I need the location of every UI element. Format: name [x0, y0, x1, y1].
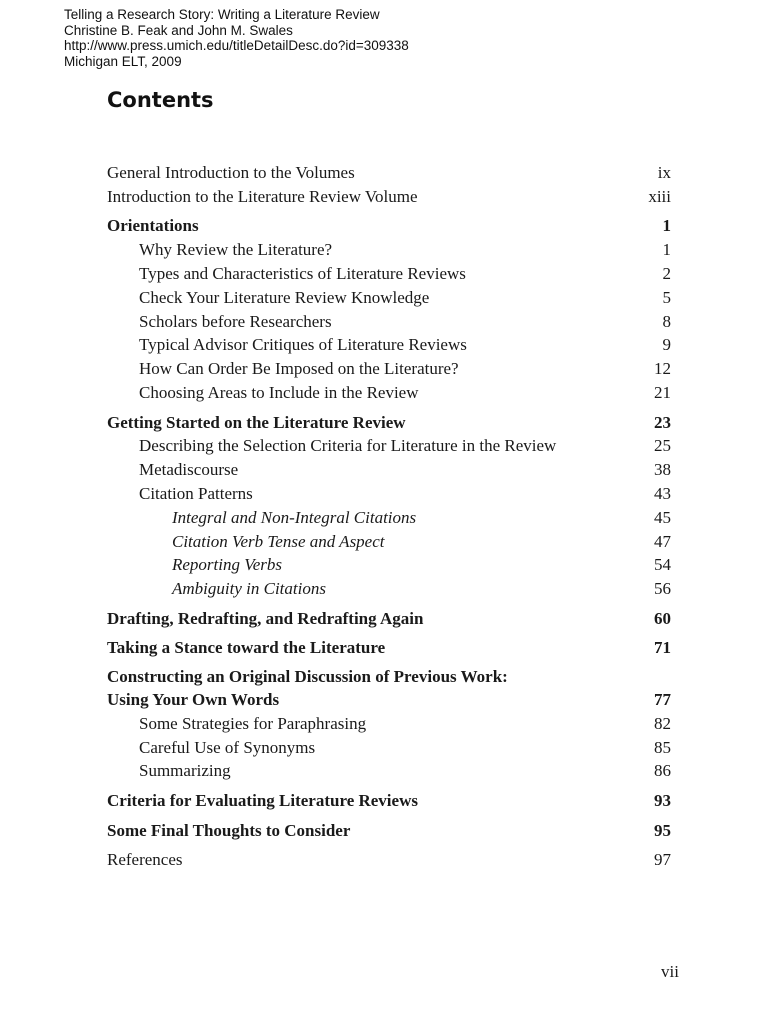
toc-entry-page: 1 — [662, 216, 671, 236]
toc-entry-label: Ambiguity in Citations — [172, 579, 326, 599]
toc-entry-label: Summarizing — [139, 761, 231, 781]
toc-entry-label: Using Your Own Words — [107, 689, 280, 709]
source-book-title: Telling a Research Story: Writing a Literature Review — [64, 7, 380, 22]
toc-entry[interactable] — [107, 736, 671, 760]
toc-entry[interactable] — [107, 185, 671, 209]
toc-entry[interactable] — [107, 712, 671, 736]
toc-entry-page: 1 — [662, 240, 671, 260]
toc-entry-page: 2 — [662, 263, 671, 283]
toc-entry[interactable] — [107, 458, 671, 482]
toc-entry-label: Why Review the Literature? — [139, 240, 333, 260]
toc-entry-label: Some Strategies for Paraphrasing — [139, 713, 367, 733]
toc-entry[interactable] — [107, 482, 671, 506]
toc-entry-page: 82 — [654, 713, 671, 733]
toc-entry-page: 86 — [654, 761, 671, 781]
toc-entry[interactable] — [107, 286, 671, 310]
toc-entry[interactable] — [107, 238, 671, 262]
toc-entry-page: 45 — [654, 507, 671, 527]
table-of-contents — [107, 161, 671, 872]
toc-entry[interactable] — [107, 759, 671, 783]
toc-entry[interactable] — [107, 381, 671, 405]
toc-entry-page: ix — [657, 163, 671, 182]
toc-entry[interactable] — [107, 848, 671, 872]
toc-section-heading[interactable] — [107, 636, 671, 660]
toc-entry-label: Introduction to the Literature Review Volume — [107, 186, 418, 206]
toc-entry-page: 71 — [654, 638, 671, 658]
toc-entry-label: Metadiscourse — [139, 460, 239, 480]
source-authors: Christine B. Feak and John M. Swales — [64, 22, 293, 38]
toc-section-heading[interactable] — [107, 607, 671, 631]
page-title: Contents — [107, 88, 214, 112]
toc-entry-page: 23 — [654, 412, 671, 432]
toc-entry-label: Some Final Thoughts to Consider — [107, 820, 351, 840]
toc-section-heading[interactable] — [107, 819, 671, 843]
toc-entry[interactable] — [107, 434, 671, 458]
toc-entry-label: Criteria for Evaluating Literature Reviews — [107, 790, 418, 810]
toc-entry-page: 95 — [654, 820, 671, 840]
toc-entry-page: 97 — [654, 850, 671, 870]
toc-subentry[interactable] — [107, 530, 671, 554]
toc-entry-label: Getting Started on the Literature Review — [107, 412, 406, 432]
toc-subentry[interactable] — [107, 506, 671, 530]
toc-entry-page: 21 — [654, 382, 671, 402]
toc-entry-page: 43 — [654, 483, 671, 503]
toc-entry-page: 93 — [654, 790, 671, 810]
toc-entry-label: Choosing Areas to Include in the Review — [139, 382, 419, 402]
toc-entry-label: General Introduction to the Volumes — [107, 163, 355, 182]
toc-entry-label: Citation Verb Tense and Aspect — [172, 531, 385, 551]
toc-entry-page: 8 — [662, 311, 671, 331]
toc-entry[interactable] — [107, 262, 671, 286]
toc-entry-page: 77 — [654, 689, 671, 709]
toc-entry-label: Typical Advisor Critiques of Literature Reviews — [139, 335, 467, 355]
toc-subentry[interactable] — [107, 577, 671, 601]
source-url[interactable]: http://www.press.umich.edu/titleDetailDesc.do?id=309338 — [64, 38, 409, 54]
toc-entry-page: xiii — [648, 186, 671, 206]
toc-entry-label: Integral and Non-Integral Citations — [172, 507, 417, 527]
page-number: vii — [661, 962, 679, 981]
toc-section-heading[interactable] — [107, 789, 671, 813]
toc-entry-label: Constructing an Original Discussion of Previous Work: — [107, 666, 508, 686]
toc-entry-label: Scholars before Researchers — [139, 311, 332, 331]
toc-entry[interactable] — [107, 333, 671, 357]
toc-section-heading[interactable] — [107, 666, 671, 688]
toc-entry-page: 54 — [654, 555, 671, 575]
toc-entry[interactable] — [107, 161, 671, 185]
toc-entry-label: Careful Use of Synonyms — [139, 737, 316, 757]
toc-section-heading[interactable] — [107, 411, 671, 435]
source-publisher-year: Michigan ELT, 2009 — [64, 53, 182, 69]
toc-entry-label: Reporting Verbs — [172, 555, 283, 575]
toc-entry-page: 12 — [654, 359, 671, 379]
toc-entry-page: 85 — [654, 737, 671, 757]
toc-section-heading[interactable] — [107, 214, 671, 238]
toc-section-heading-continued[interactable] — [107, 688, 671, 712]
toc-entry-label: Describing the Selection Criteria for Literature in the Review — [139, 436, 557, 456]
toc-entry-label: Check Your Literature Review Knowledge — [139, 287, 430, 307]
toc-entry-page: 5 — [662, 287, 671, 307]
toc-entry-label: Citation Patterns — [139, 483, 253, 503]
toc-entry-label: Types and Characteristics of Literature Reviews — [139, 263, 466, 283]
toc-entry-page: 25 — [654, 436, 671, 456]
toc-subentry[interactable] — [107, 553, 671, 577]
toc-entry-page: 60 — [654, 608, 671, 628]
toc-entry-page: 47 — [654, 531, 671, 551]
toc-entry-page: 56 — [654, 579, 671, 599]
toc-entry[interactable] — [107, 357, 671, 381]
toc-entry-label: Orientations — [107, 216, 199, 236]
toc-entry-label: Taking a Stance toward the Literature — [107, 638, 386, 658]
toc-entry[interactable] — [107, 310, 671, 334]
toc-entry-page: 9 — [662, 335, 671, 355]
source-citation — [64, 7, 409, 69]
toc-entry-label: References — [107, 850, 183, 870]
toc-entry-label: Drafting, Redrafting, and Redrafting Again — [107, 608, 424, 628]
toc-entry-label: How Can Order Be Imposed on the Literature? — [139, 359, 459, 379]
toc-entry-page: 38 — [654, 460, 671, 480]
